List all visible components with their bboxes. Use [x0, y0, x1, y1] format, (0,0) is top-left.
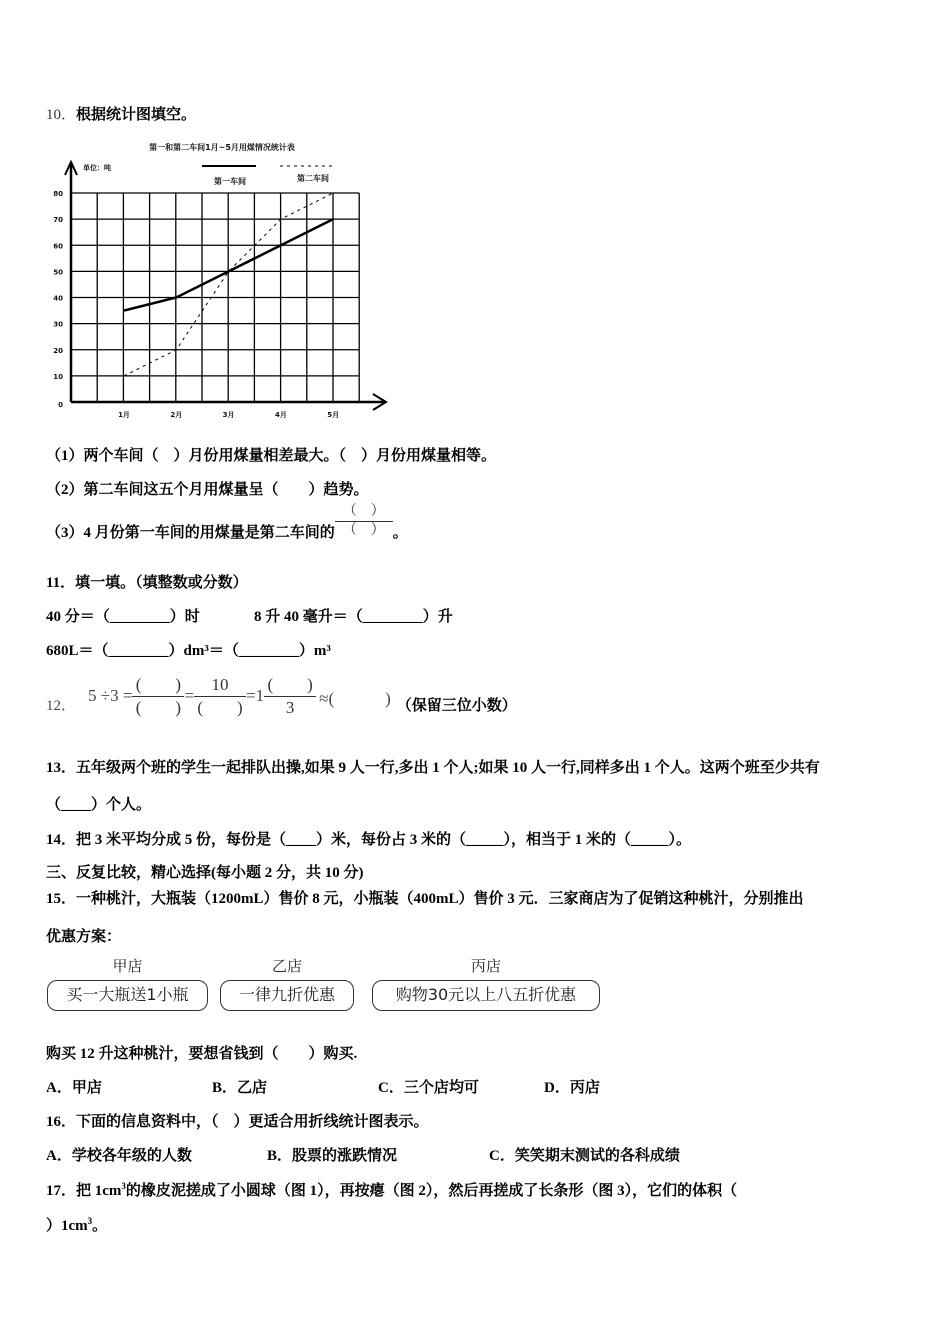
svg-text:50: 50 [53, 268, 63, 277]
chart-legend [202, 166, 333, 186]
q11-row2: 680L＝（________）dm³＝（________）m³ [46, 643, 331, 659]
svg-text:5月: 5月 [327, 411, 340, 419]
q13-line1: 13．五年级两个班的学生一起排队出操,如果 9 人一行,多出 1 个人;如果 10 人一行,同样多出 1 个人。这两个班至少共有 [46, 760, 820, 776]
q12-fraction-3 [264, 675, 316, 718]
q12-fraction-1 [132, 675, 184, 718]
svg-text:3月: 3月 [222, 411, 235, 419]
legend-series-2-label: 第二车间 [297, 174, 329, 183]
svg-text:4月: 4月 [274, 411, 287, 419]
q17-line2 [46, 1214, 107, 1235]
svg-text:20: 20 [53, 346, 63, 355]
q11-heading-text: 11．填一填。（填整数或分数） [46, 575, 248, 591]
q17-superscript: 3 [87, 1216, 93, 1226]
shop-offer-jia: 买一大瓶送1小瓶 [47, 980, 208, 1011]
q15-option-b[interactable]: B．乙店 [212, 1080, 268, 1096]
q12-equals-mixed: =1 [246, 686, 265, 705]
q17-line2-end: 。 [92, 1218, 108, 1234]
fraction-numerator: 10 [211, 674, 229, 694]
q11-row1-a: 40 分＝（________）时 [46, 609, 200, 625]
svg-text:80: 80 [53, 190, 63, 198]
q17-line1 [46, 1179, 737, 1200]
q12-fraction-2 [194, 675, 246, 718]
svg-text:0: 0 [58, 401, 63, 409]
q10-sub3-suffix: 。 [392, 525, 408, 541]
y-tick-labels [53, 190, 63, 409]
q11-row1-b: 8 升 40 毫升＝（________）升 [254, 609, 453, 625]
q10-sub3-prefix: （3）4 月份第一车间的用煤量是第二车间的 [46, 525, 335, 541]
svg-text:70: 70 [53, 216, 63, 225]
chart-unit-label: 单位：吨 [83, 164, 111, 172]
x-tick-labels [118, 411, 339, 419]
shop-offer-yi: 一律九折优惠 [220, 980, 354, 1011]
fraction-numerator-blank: ( ) [267, 674, 313, 694]
svg-text:60: 60 [53, 242, 63, 251]
legend-series-1-label: 第一车间 [214, 177, 246, 186]
section-3-heading: 三、反复比较，精心选择(每小题 2 分，共 10 分) [46, 865, 364, 881]
q12-number: 12． [46, 697, 77, 714]
coal-usage-line-chart [40, 130, 400, 430]
q10-sub1: （1）两个车间（ ）月份用煤量相差最大。（ ）月份用煤量相等。 [46, 448, 497, 464]
shop-label-jia: 甲店 [112, 957, 143, 975]
q10-sub3 [46, 504, 408, 539]
shop-offer-bing: 购物30元以上八五折优惠 [372, 980, 600, 1011]
svg-text:2月: 2月 [170, 411, 183, 419]
q15-option-d[interactable]: D．丙店 [544, 1080, 600, 1096]
q16-option-b[interactable]: B．股票的涨跌情况 [267, 1148, 398, 1164]
q10-number: 10． [46, 107, 77, 123]
q12-note: （保留三位小数） [396, 697, 517, 714]
q17-line2-start: ）1cm [46, 1218, 88, 1234]
shop-label-yi: 乙店 [271, 957, 302, 975]
fraction-numerator-blank: ( ) [135, 674, 182, 694]
fraction-denominator-blank: ( ) [135, 697, 182, 717]
svg-text:40: 40 [53, 294, 63, 303]
q11-heading [46, 571, 248, 592]
q15-line1: 15．一种桃汁，大瓶装（1200mL）售价 8 元，小瓶装（400mL）售价 3 元．三家商店为了促销这种桃汁，分别推出 [46, 891, 804, 907]
q12-equals: = [184, 686, 195, 705]
q10-heading [46, 103, 196, 124]
q10-prompt: 根据统计图填空。 [76, 107, 197, 123]
fraction-denominator-blank: （ ） [342, 523, 385, 538]
q14-text: 14．把 3 米平均分成 5 份，每份是（____）米，每份占 3 米的（_____），相当于 1 米的（_____）。 [46, 832, 692, 848]
chart-title: 第一和第二车间1月~5月用煤情况统计表 [149, 143, 295, 152]
q10-sub3-fraction [335, 504, 393, 539]
svg-text:10: 10 [53, 372, 63, 381]
q15-option-a[interactable]: A．甲店 [46, 1080, 102, 1096]
svg-text:1月: 1月 [118, 411, 130, 419]
q12-approx-blank: ≈( ) [319, 688, 391, 708]
q16-option-a[interactable]: A．学校各年级的人数 [46, 1148, 192, 1164]
q15-option-c[interactable]: C．三个店均可 [378, 1080, 479, 1096]
q10-sub2: （2）第二车间这五个月用煤量呈（ ）趋势。 [46, 482, 369, 498]
q12-expr-start: 5 ÷3 = [88, 686, 133, 705]
fraction-denominator-blank: ( ) [197, 697, 243, 717]
fraction-denominator: 3 [285, 697, 295, 717]
chart-grid [71, 193, 359, 402]
q16-text: 16．下面的信息资料中，（ ）更适合用折线统计图表示。 [46, 1114, 429, 1130]
q15-line2: 优惠方案： [46, 929, 122, 945]
q17-line1-rest: 的橡皮泥搓成了小圆球（图 1），再按瘪（图 2），然后再搓成了长条形（图 3），它们的体积（ [125, 1183, 738, 1199]
fraction-numerator-blank: （ ） [342, 504, 385, 519]
q15-question: 购买 12 升这种桃汁，要想省钱到（ ）购买. [46, 1046, 358, 1062]
q13-line2: （____）个人。 [46, 797, 152, 813]
q17-superscript: 3 [121, 1181, 126, 1191]
q17-line1-start: 17．把 1cm [46, 1183, 122, 1199]
q16-option-c[interactable]: C．笑笑期末测试的各科成绩 [489, 1148, 680, 1164]
shop-label-bing: 丙店 [470, 957, 501, 975]
q12-expression [46, 668, 517, 724]
svg-text:30: 30 [53, 320, 63, 329]
